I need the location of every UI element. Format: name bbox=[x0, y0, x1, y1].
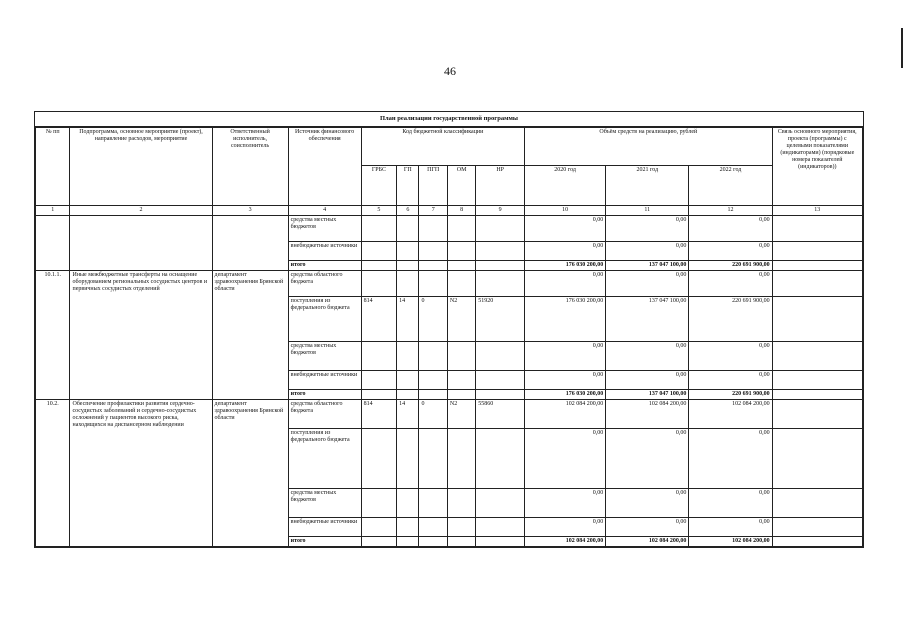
cell-nr: 51920 bbox=[476, 297, 525, 342]
cell-2020: 0,00 bbox=[525, 342, 606, 371]
cell-source: внебюджетные источники bbox=[288, 371, 361, 390]
header-link: Связь основного мероприятия, проекта (программы) с целевыми показателями (индикаторами) (порядковые номера показателей (индикаторов)) bbox=[772, 128, 862, 206]
cell-2022: 220 691 900,00 bbox=[689, 297, 772, 342]
col-number: 4 bbox=[288, 206, 361, 216]
cell-source: внебюджетные источники bbox=[288, 242, 361, 261]
cell-om bbox=[447, 429, 475, 489]
cell-pgp bbox=[419, 518, 447, 537]
cell-2020: 102 084 200,00 bbox=[525, 400, 606, 429]
cell-nr bbox=[476, 518, 525, 537]
cell-nr bbox=[476, 390, 525, 400]
cell-2021: 137 047 100,00 bbox=[606, 297, 689, 342]
cell-om: N2 bbox=[447, 400, 475, 429]
cell-source: итого bbox=[288, 261, 361, 271]
col-number: 13 bbox=[772, 206, 862, 216]
cell-2020: 102 084 200,00 bbox=[525, 537, 606, 547]
header-code-nr: НР bbox=[476, 166, 525, 206]
cell-gp: 14 bbox=[397, 297, 419, 342]
cell-grbs: 814 bbox=[361, 297, 397, 342]
cell-source: итого bbox=[288, 537, 361, 547]
col-number: 11 bbox=[606, 206, 689, 216]
cell-gp bbox=[397, 261, 419, 271]
cell-source: средства областного бюджета bbox=[288, 400, 361, 429]
cell-pgp bbox=[419, 261, 447, 271]
cell-om bbox=[447, 261, 475, 271]
cell-link bbox=[772, 371, 862, 390]
cell-link bbox=[772, 518, 862, 537]
cell-source: средства местных бюджетов bbox=[288, 216, 361, 242]
cell-2021: 102 084 200,00 bbox=[606, 537, 689, 547]
col-number: 7 bbox=[419, 206, 447, 216]
cell-source: средства местных бюджетов bbox=[288, 489, 361, 518]
cell-2021: 137 047 100,00 bbox=[606, 390, 689, 400]
cell-2021: 0,00 bbox=[606, 242, 689, 261]
cell-executor: департамент здравоохранения Брянской области bbox=[212, 400, 288, 547]
header-year-2020: 2020 год bbox=[525, 166, 606, 206]
cell-pgp: 0 bbox=[419, 400, 447, 429]
cell-grbs bbox=[361, 216, 397, 242]
cell-pgp bbox=[419, 489, 447, 518]
header-volume: Объём средств на реализацию, рублей bbox=[525, 128, 773, 166]
col-number: 12 bbox=[689, 206, 772, 216]
header-code-grbs: ГРБС bbox=[361, 166, 397, 206]
cell-gp bbox=[397, 537, 419, 547]
cell-om bbox=[447, 489, 475, 518]
cell-link bbox=[772, 400, 862, 429]
cell-nr bbox=[476, 242, 525, 261]
cell-gp bbox=[397, 518, 419, 537]
cell-om bbox=[447, 537, 475, 547]
cell-2021: 0,00 bbox=[606, 216, 689, 242]
cell-om bbox=[447, 390, 475, 400]
cell-nr bbox=[476, 371, 525, 390]
cell-om bbox=[447, 242, 475, 261]
cell-grbs bbox=[361, 342, 397, 371]
cell-2021: 0,00 bbox=[606, 489, 689, 518]
cell-source: итого bbox=[288, 390, 361, 400]
cell-source: внебюджетные источники bbox=[288, 518, 361, 537]
cell-om: N2 bbox=[447, 297, 475, 342]
table-row bbox=[36, 400, 863, 429]
header-no: № пп bbox=[36, 128, 70, 206]
cell-link bbox=[772, 489, 862, 518]
cell-2022: 0,00 bbox=[689, 371, 772, 390]
header-year-2022: 2022 год bbox=[689, 166, 772, 206]
cell-nr bbox=[476, 261, 525, 271]
cell-2020: 0,00 bbox=[525, 216, 606, 242]
header-code-om: ОМ bbox=[447, 166, 475, 206]
cell-grbs bbox=[361, 518, 397, 537]
header-source: Источник финансового обеспечения bbox=[288, 128, 361, 206]
cell-source: средства областного бюджета bbox=[288, 271, 361, 297]
cell-link bbox=[772, 271, 862, 297]
col-number: 2 bbox=[70, 206, 212, 216]
cell-source: поступления из федерального бюджета bbox=[288, 297, 361, 342]
cell-om bbox=[447, 216, 475, 242]
cell-2021: 0,00 bbox=[606, 518, 689, 537]
cell-grbs bbox=[361, 261, 397, 271]
cell-pgp bbox=[419, 390, 447, 400]
cell-pgp bbox=[419, 429, 447, 489]
cell-link bbox=[772, 242, 862, 261]
cell-2022: 0,00 bbox=[689, 271, 772, 297]
cell-gp bbox=[397, 390, 419, 400]
cell-om bbox=[447, 271, 475, 297]
cell-pgp bbox=[419, 371, 447, 390]
cell-executor bbox=[212, 216, 288, 271]
cell-program: Иные межбюджетные трансферты на оснащение оборудованием региональных сосудистых центров и первичных сосудистых отделений bbox=[70, 271, 212, 400]
col-number: 3 bbox=[212, 206, 288, 216]
cell-2021: 0,00 bbox=[606, 271, 689, 297]
cell-nr: 55860 bbox=[476, 400, 525, 429]
cell-2020: 0,00 bbox=[525, 271, 606, 297]
cell-grbs bbox=[361, 429, 397, 489]
cell-grbs bbox=[361, 271, 397, 297]
header-executor: Ответственный исполнитель, соисполнитель bbox=[212, 128, 288, 206]
cell-source: средства местных бюджетов bbox=[288, 342, 361, 371]
cell-grbs bbox=[361, 537, 397, 547]
cell-gp bbox=[397, 342, 419, 371]
cell-2022: 0,00 bbox=[689, 242, 772, 261]
cell-gp: 14 bbox=[397, 400, 419, 429]
col-number: 8 bbox=[447, 206, 475, 216]
header-year-2021: 2021 год bbox=[606, 166, 689, 206]
cell-gp bbox=[397, 271, 419, 297]
cell-2021: 0,00 bbox=[606, 371, 689, 390]
col-number: 10 bbox=[525, 206, 606, 216]
cell-grbs bbox=[361, 371, 397, 390]
cell-link bbox=[772, 537, 862, 547]
cell-link bbox=[772, 261, 862, 271]
cell-gp bbox=[397, 429, 419, 489]
cell-pgp bbox=[419, 216, 447, 242]
cell-2020: 0,00 bbox=[525, 242, 606, 261]
cell-2022: 0,00 bbox=[689, 489, 772, 518]
cell-nr bbox=[476, 489, 525, 518]
cell-2020: 0,00 bbox=[525, 518, 606, 537]
cell-2022: 102 084 200,00 bbox=[689, 400, 772, 429]
cell-2021: 102 084 200,00 bbox=[606, 400, 689, 429]
col-number: 9 bbox=[476, 206, 525, 216]
cell-2022: 220 691 900,00 bbox=[689, 390, 772, 400]
header-program: Подпрограмма, основное мероприятие (проект), направление расходов, мероприятие bbox=[70, 128, 212, 206]
cell-pgp bbox=[419, 342, 447, 371]
cell-om bbox=[447, 342, 475, 371]
cell-pgp bbox=[419, 242, 447, 261]
cell-no: 10.1.1. bbox=[36, 271, 70, 400]
cell-source: поступления из федерального бюджета bbox=[288, 429, 361, 489]
cell-nr bbox=[476, 342, 525, 371]
cell-no bbox=[36, 216, 70, 271]
cell-nr bbox=[476, 537, 525, 547]
header-code-pgp: ПГП bbox=[419, 166, 447, 206]
cell-2020: 0,00 bbox=[525, 429, 606, 489]
cell-nr bbox=[476, 216, 525, 242]
cell-pgp: 0 bbox=[419, 297, 447, 342]
cell-grbs: 814 bbox=[361, 400, 397, 429]
table-row bbox=[36, 271, 863, 297]
cell-om bbox=[447, 518, 475, 537]
cell-executor: департамент здравоохранения Брянской области bbox=[212, 271, 288, 400]
cell-2020: 176 030 200,00 bbox=[525, 390, 606, 400]
cell-grbs bbox=[361, 390, 397, 400]
plan-table-body bbox=[36, 216, 863, 547]
cell-2021: 137 047 100,00 bbox=[606, 261, 689, 271]
cell-gp bbox=[397, 242, 419, 261]
cell-2020: 0,00 bbox=[525, 489, 606, 518]
cell-pgp bbox=[419, 271, 447, 297]
plan-table bbox=[35, 127, 863, 547]
cell-pgp bbox=[419, 537, 447, 547]
cell-gp bbox=[397, 489, 419, 518]
table-row bbox=[36, 216, 863, 242]
cell-2022: 0,00 bbox=[689, 216, 772, 242]
scan-edge-mark bbox=[901, 28, 903, 68]
plan-table-sheet bbox=[34, 111, 864, 548]
cell-om bbox=[447, 371, 475, 390]
col-number: 5 bbox=[361, 206, 397, 216]
cell-nr bbox=[476, 429, 525, 489]
header-code-gp: ГП bbox=[397, 166, 419, 206]
cell-2022: 220 691 900,00 bbox=[689, 261, 772, 271]
cell-nr bbox=[476, 271, 525, 297]
cell-no: 10.2. bbox=[36, 400, 70, 547]
cell-grbs bbox=[361, 489, 397, 518]
cell-link bbox=[772, 216, 862, 242]
header-budget-code: Код бюджетной классификации bbox=[361, 128, 524, 166]
cell-2022: 102 084 200,00 bbox=[689, 537, 772, 547]
cell-2020: 176 030 200,00 bbox=[525, 297, 606, 342]
cell-program: Обеспечение профилактики развития сердечно-сосудистых заболеваний и сердечно-сосудистых осложнений у пациентов высокого риска, находящихся на диспансерном наблюдении bbox=[70, 400, 212, 547]
cell-gp bbox=[397, 371, 419, 390]
cell-2020: 176 030 200,00 bbox=[525, 261, 606, 271]
cell-link bbox=[772, 390, 862, 400]
table-title: План реализации государственной программы bbox=[35, 112, 863, 127]
cell-gp bbox=[397, 216, 419, 242]
cell-link bbox=[772, 297, 862, 342]
cell-2021: 0,00 bbox=[606, 342, 689, 371]
page-number: 46 bbox=[444, 64, 456, 78]
cell-2021: 0,00 bbox=[606, 429, 689, 489]
cell-2022: 0,00 bbox=[689, 429, 772, 489]
col-number: 6 bbox=[397, 206, 419, 216]
cell-link bbox=[772, 429, 862, 489]
cell-program bbox=[70, 216, 212, 271]
cell-2020: 0,00 bbox=[525, 371, 606, 390]
cell-grbs bbox=[361, 242, 397, 261]
cell-link bbox=[772, 342, 862, 371]
col-number: 1 bbox=[36, 206, 70, 216]
cell-2022: 0,00 bbox=[689, 342, 772, 371]
cell-2022: 0,00 bbox=[689, 518, 772, 537]
